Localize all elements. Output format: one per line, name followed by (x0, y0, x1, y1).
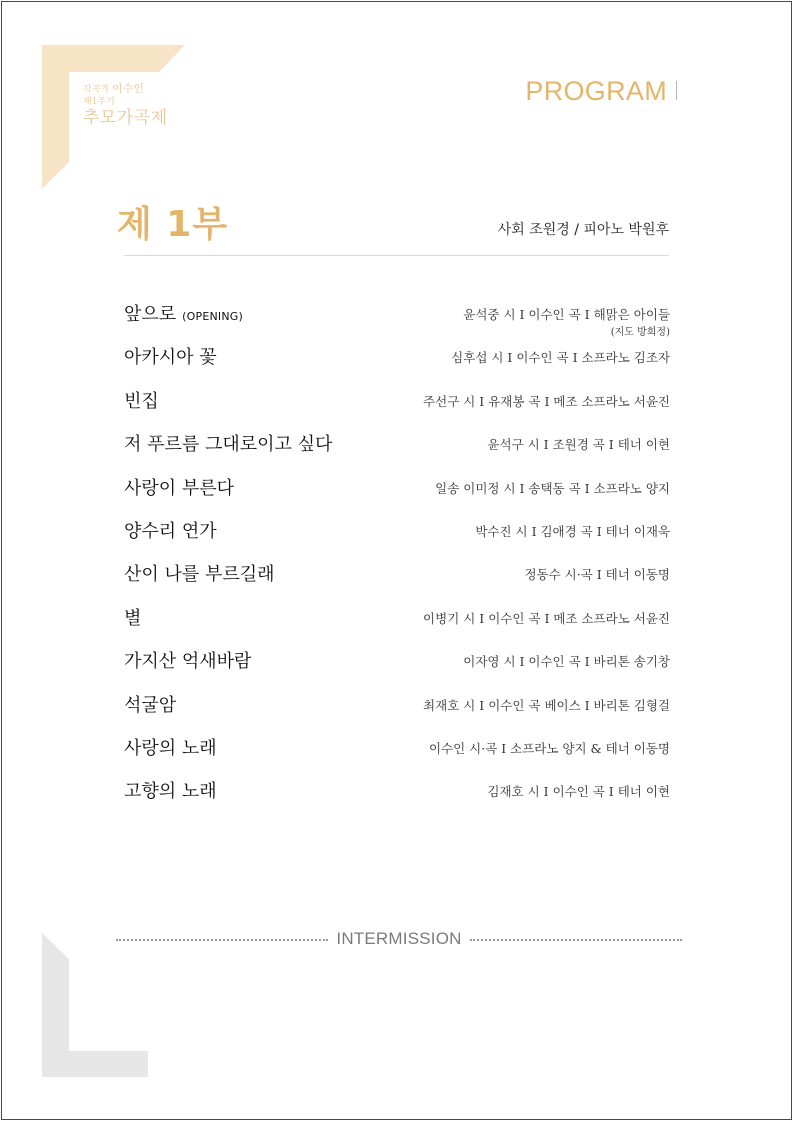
song-title: 빈집 (124, 390, 159, 412)
song-credit: 주선구 시 I 유재봉 곡 I 메조 소프라노 서윤진 (423, 393, 670, 409)
song-credit: 이수인 시·곡 I 소프라노 양지 & 테너 이동명 (428, 740, 670, 756)
song-credit: 김재호 시 I 이수인 곡 I 테너 이현 (487, 784, 670, 800)
song-credit: 최재호 시 I 이수인 곡 베이스 I 바리톤 김형걸 (423, 697, 670, 713)
song-title: 가지산 억새바람 (124, 651, 252, 673)
emblem-line1 (83, 83, 168, 95)
part-credit: 사회 조원경 / 피아노 박원후 (497, 222, 669, 238)
program-item (124, 773, 670, 816)
program-list (124, 296, 670, 817)
intermission-divider (116, 929, 682, 949)
emblem-composer-name: 이수인 (111, 82, 144, 95)
program-item (124, 643, 670, 686)
program-item (124, 730, 670, 773)
program-item (124, 556, 670, 599)
song-title: 저 푸르름 그대로이고 싶다 (124, 434, 333, 456)
program-item (124, 426, 670, 469)
song-title: 별 (124, 607, 142, 629)
song-title: 양수리 연가 (124, 520, 217, 542)
intermission-label: INTERMISSION (336, 929, 462, 948)
program-heading-bar (676, 81, 677, 100)
song-credit: 윤석중 시 I 이수인 곡 I 해맑은 아이들 (463, 307, 670, 322)
program-item (124, 513, 670, 556)
song-credit: 이자영 시 I 이수인 곡 I 바리톤 송기창 (463, 654, 670, 670)
song-title: 사랑의 노래 (124, 737, 217, 759)
song-credit: 심후섭 시 I 이수인 곡 I 소프라노 김조자 (451, 350, 670, 366)
program-item (124, 339, 670, 382)
program-item (124, 296, 670, 339)
song-title: 고향의 노래 (124, 781, 217, 803)
song-title: 석굴암 (124, 694, 177, 716)
emblem-prefix: 작곡가 (83, 85, 110, 95)
song-credit: 정동수 시·곡 I 테너 이동명 (524, 567, 670, 583)
song-credit: 박수진 시 I 김애경 곡 I 테너 이재욱 (475, 523, 670, 539)
emblem-anniversary: 제1주기 (83, 97, 115, 107)
program-item (124, 383, 670, 426)
song-title (124, 300, 243, 326)
song-credit: 윤석구 시 I 조원경 곡 I 테너 이현 (487, 437, 670, 453)
song-note: (지도 방희정) (610, 327, 670, 338)
program-item (124, 687, 670, 730)
song-title-text: 앞으로 (124, 304, 177, 325)
song-credit: 이병기 시 I 이수인 곡 I 메조 소프라노 서윤진 (423, 610, 670, 626)
bottom-left-corner-ornament (42, 933, 152, 1079)
part-divider (124, 255, 669, 256)
part-title: 제 1부 (117, 204, 229, 245)
song-title: 사랑이 부른다 (124, 477, 235, 499)
song-subtitle: (OPENING) (182, 310, 244, 323)
memorial-emblem (83, 83, 168, 127)
emblem-event-name: 추모가곡제 (83, 108, 168, 128)
program-item (124, 470, 670, 513)
program-heading: PROGRAM (525, 76, 667, 106)
dotted-rule-right (470, 939, 682, 941)
program-item (124, 600, 670, 643)
song-credit: 일송 이미정 시 I 송택동 곡 I 소프라노 양지 (435, 480, 670, 496)
song-title: 산이 나를 부르길래 (124, 564, 275, 586)
song-title: 아카시아 꽃 (124, 347, 217, 369)
